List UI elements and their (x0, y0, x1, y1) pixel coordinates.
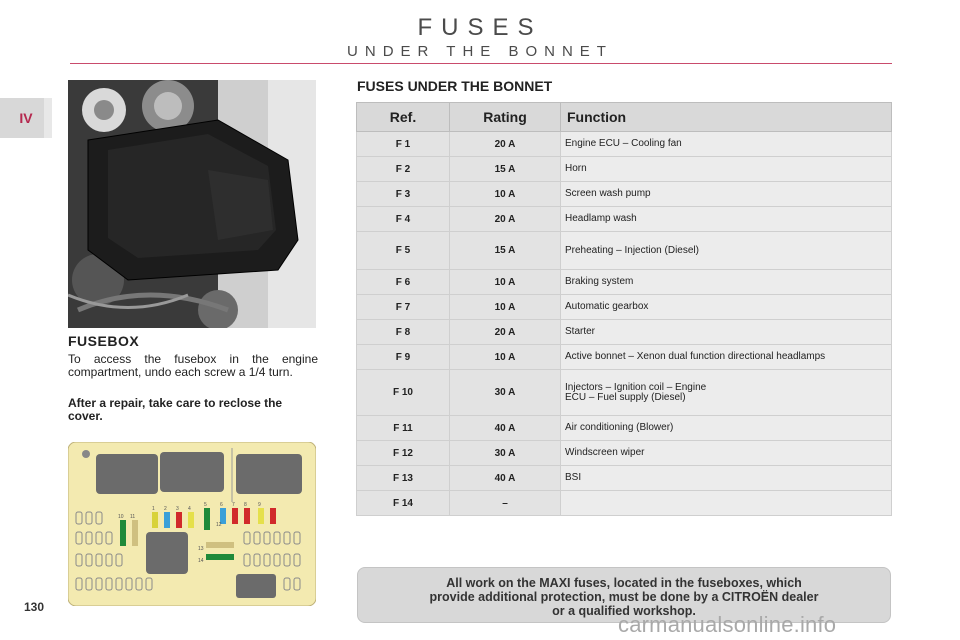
fuse-rating: 10 A (450, 270, 561, 295)
column-header-rating: Rating (450, 103, 561, 132)
fuse-rating: 20 A (450, 207, 561, 232)
table-row (357, 295, 892, 320)
chapter-label: IV (19, 110, 33, 126)
fuse-rating: 10 A (450, 295, 561, 320)
table-row (357, 157, 892, 182)
fuse-number-label: 14 (198, 558, 204, 564)
table-row (357, 466, 892, 491)
fuse-rating: 40 A (450, 416, 561, 441)
table-row (357, 320, 892, 345)
fuse-function: Air conditioning (Blower) (561, 416, 892, 441)
column-header-function: Function (561, 103, 892, 132)
table-row (357, 207, 892, 232)
fuse-ref: F 6 (357, 270, 450, 295)
fuse-function-line: ECU – Fuel supply (Diesel) (565, 391, 686, 403)
fuse-function: Starter (561, 320, 892, 345)
fuse-number-label: 8 (244, 502, 247, 508)
svg-text:11: 11 (130, 514, 136, 520)
table-row (357, 232, 892, 270)
fuse-function: BSI (561, 466, 892, 491)
chapter-tab (0, 98, 52, 138)
fuse-function (561, 370, 892, 416)
column-header-ref: Ref. (357, 103, 450, 132)
watermark: carmanualsonline.info (618, 612, 837, 637)
fuse-function: Screen wash pump (561, 182, 892, 207)
fuse-rating: 20 A (450, 320, 561, 345)
notice-line: or a qualified workshop. (552, 604, 696, 618)
fuse-ref: F 8 (357, 320, 450, 345)
table-row (357, 491, 892, 516)
fuse-number-label: 2 (164, 506, 167, 512)
fuse-rating: 10 A (450, 345, 561, 370)
fuse-ref: F 4 (357, 207, 450, 232)
fuse-rating: 20 A (450, 132, 561, 157)
fuses-section-title: FUSES UNDER THE BONNET (357, 78, 553, 94)
fusebox-diagram (68, 442, 316, 606)
table-row (357, 132, 892, 157)
table-row (357, 270, 892, 295)
fuse-number-label: 1 (152, 506, 155, 512)
fuse-function: Active bonnet – Xenon dual function directional headlamps (561, 345, 892, 370)
page-number: 130 (24, 600, 45, 614)
fuse-number-label: 13 (198, 546, 204, 552)
fuse-ref: F 2 (357, 157, 450, 182)
fuse-ref: F 13 (357, 466, 450, 491)
notice-line: provide additional protection, must be done by a CITROËN dealer (429, 590, 819, 604)
svg-text:10: 10 (118, 514, 124, 520)
engine-bay-illustration (68, 80, 316, 328)
fuse-rating: 30 A (450, 441, 561, 466)
fuse-number-label: 4 (188, 506, 191, 512)
fuse-number-label: 5 (204, 502, 207, 508)
table-row (357, 441, 892, 466)
fuse-ref: F 10 (357, 370, 450, 416)
fuse-rating: 15 A (450, 157, 561, 182)
fuse-rating: 10 A (450, 182, 561, 207)
fuse-function: Horn (561, 157, 892, 182)
table-row (357, 416, 892, 441)
fuse-ref: F 14 (357, 491, 450, 516)
fuse-number-label: 9 (258, 502, 261, 508)
fuse-function: Braking system (561, 270, 892, 295)
title-divider (70, 63, 892, 64)
page-subtitle: UNDER THE BONNET (347, 43, 613, 60)
fuse-function-line: Injectors – Ignition coil – Engine (565, 381, 707, 393)
fuse-rating: 15 A (450, 232, 561, 270)
fuse-layout-illustration (68, 442, 316, 606)
fuse-function: Engine ECU – Cooling fan (561, 132, 892, 157)
fuse-ref: F 7 (357, 295, 450, 320)
fuse-function: Preheating – Injection (Diesel) (561, 232, 892, 270)
fuse-function: Headlamp wash (561, 207, 892, 232)
chapter-tab-edge (44, 98, 52, 138)
table-header-row (357, 103, 892, 132)
fuse-ref: F 11 (357, 416, 450, 441)
fuse-function (561, 491, 892, 516)
fusebox-instructions: To access the fusebox in the engine compartment, undo each screw a 1/4 turn. (68, 352, 318, 379)
fuse-ref: F 12 (357, 441, 450, 466)
table-row (357, 345, 892, 370)
fuse-function: Automatic gearbox (561, 295, 892, 320)
fuse-ref: F 3 (357, 182, 450, 207)
fuse-rating: – (450, 491, 561, 516)
page-title: FUSES (417, 14, 543, 41)
fuse-number-label: 7 (232, 502, 235, 508)
fuse-rating: 30 A (450, 370, 561, 416)
fuse-number-label: 3 (176, 506, 179, 512)
fuses-table (356, 102, 892, 516)
fusebox-warning: After a repair, take care to reclose the cover. (68, 396, 283, 423)
fusebox-photo (68, 80, 316, 328)
notice-line: All work on the MAXI fuses, located in the fuseboxes, which (446, 576, 802, 590)
fuse-ref: F 1 (357, 132, 450, 157)
fuse-ref: F 5 (357, 232, 450, 270)
fuse-number-label: 12 (216, 522, 222, 528)
fuse-ref: F 9 (357, 345, 450, 370)
fuse-rating: 40 A (450, 466, 561, 491)
fusebox-heading: FUSEBOX (68, 333, 140, 349)
fuse-number-label: 6 (220, 502, 223, 508)
fuse-function: Windscreen wiper (561, 441, 892, 466)
table-row (357, 370, 892, 416)
table-row (357, 182, 892, 207)
